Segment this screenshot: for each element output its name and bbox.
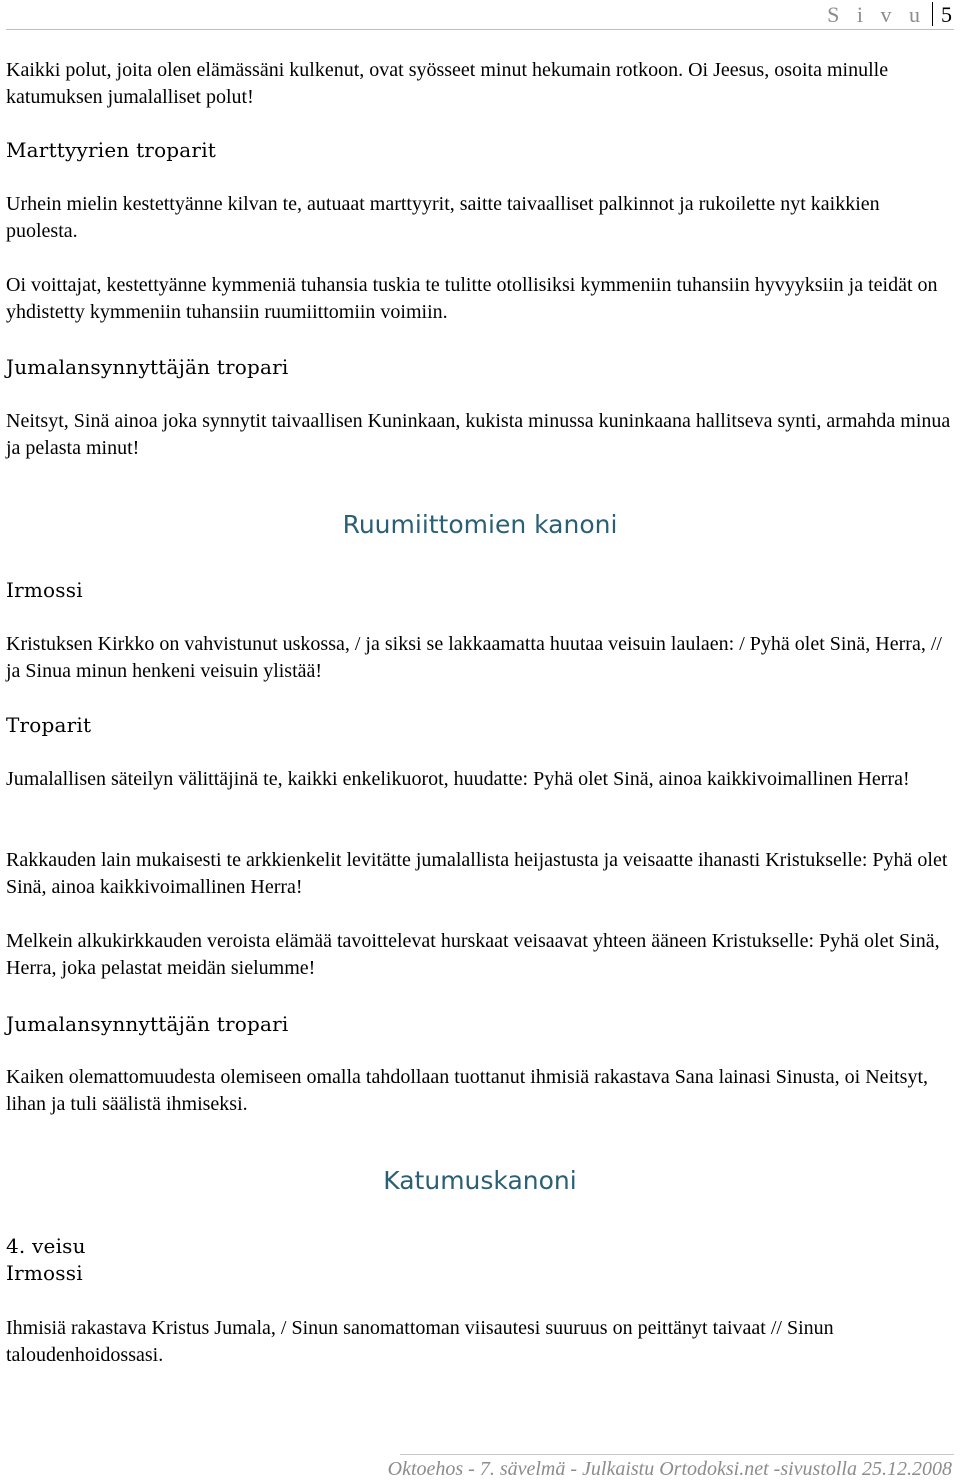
heading-troparit: Troparit: [6, 713, 92, 737]
paragraph: Kaiken olemattomuudesta olemiseen omalla tahdollaan tuottanut ihmisiä rakastava Sana lainasi Sinusta, oi Neitsyt, lihan ja tuli säälistä ihmiseksi.: [6, 1066, 929, 1115]
page-footer: Oktoehos - 7. sävelmä - Julkaistu Ortodoksi.net -sivustolla 25.12.2008: [387, 1458, 952, 1480]
heading-marttyyrien-troparit: Marttyyrien troparit: [6, 138, 217, 162]
paragraph: Jumalallisen säteilyn välittäjinä te, kaikki enkelikuorot, huudatte: Pyhä olet Sinä, ainoa kaikkivoimallinen Herra!: [6, 768, 910, 790]
header-rule: [6, 29, 954, 30]
paragraph: Kristuksen Kirkko on vahvistunut uskossa, / ja siksi se lakkaamatta huutaa veisuin laulaen: / Pyhä olet Sinä, Herra, // ja Sinua minun henkeni veisuin ylistää!: [6, 633, 942, 682]
paragraph: Urhein mielin kestettyänne kilvan te, autuaat marttyyrit, saitte taivaalliset palkinnot ja rukoilette nyt kaikkien puolesta.: [6, 193, 880, 242]
heading-4-veisu: 4. veisu: [6, 1234, 86, 1258]
footer-rule: [400, 1454, 954, 1455]
heading-irmossi: Irmossi: [6, 578, 83, 602]
section-title-ruumiittomien-kanoni: Ruumiittomien kanoni: [342, 510, 618, 539]
paragraph: Kaikki polut, joita olen elämässäni kulkenut, ovat syösseet minut hekumain rotkoon. Oi Jeesus, osoita minulle katumuksen jumalalliset polut!: [6, 59, 889, 108]
paragraph: Melkein alkukirkkauden veroista elämää tavoittelevat hurskaat veisaavat yhteen ääneen Kristukselle: Pyhä olet Sinä, Herra, joka pelastat meidän sielumme!: [6, 930, 940, 979]
section-title-katumuskanoni: Katumuskanoni: [383, 1166, 577, 1195]
page-label: S i v u: [827, 2, 926, 27]
paragraph: Oi voittajat, kestettyänne kymmeniä tuhansia tuskia te tulitte otollisiksi kymmeniin tuhansiin hyvyyksiin ja teidät on yhdistetty kymmeniin tuhansiin ruumiittomiin voimiin.: [6, 274, 938, 323]
paragraph: Neitsyt, Sinä ainoa joka synnytit taivaallisen Kuninkaan, kukista minussa kuninkaana hallitseva synti, armahda minua ja pelasta minut!: [6, 410, 951, 459]
paragraph: Rakkauden lain mukaisesti te arkkienkelit levitätte jumalallista heijastusta ja veisaatte ihanasti Kristukselle: Pyhä olet Sinä, ainoa kaikkivoimallinen Herra!: [6, 849, 948, 898]
heading-jumalansynnyttajan-tropari: Jumalansynnyttäjän tropari: [6, 1012, 289, 1036]
heading-jumalansynnyttajan-tropari: Jumalansynnyttäjän tropari: [6, 355, 289, 379]
header-divider: [932, 2, 933, 26]
heading-irmossi: Irmossi: [6, 1261, 83, 1285]
page-number: 5: [941, 2, 952, 27]
page-header: [827, 0, 952, 28]
paragraph: Ihmisiä rakastava Kristus Jumala, / Sinun sanomattoman viisautesi suuruus on peittänyt taivaat // Sinun taloudenhoidossasi.: [6, 1317, 834, 1366]
